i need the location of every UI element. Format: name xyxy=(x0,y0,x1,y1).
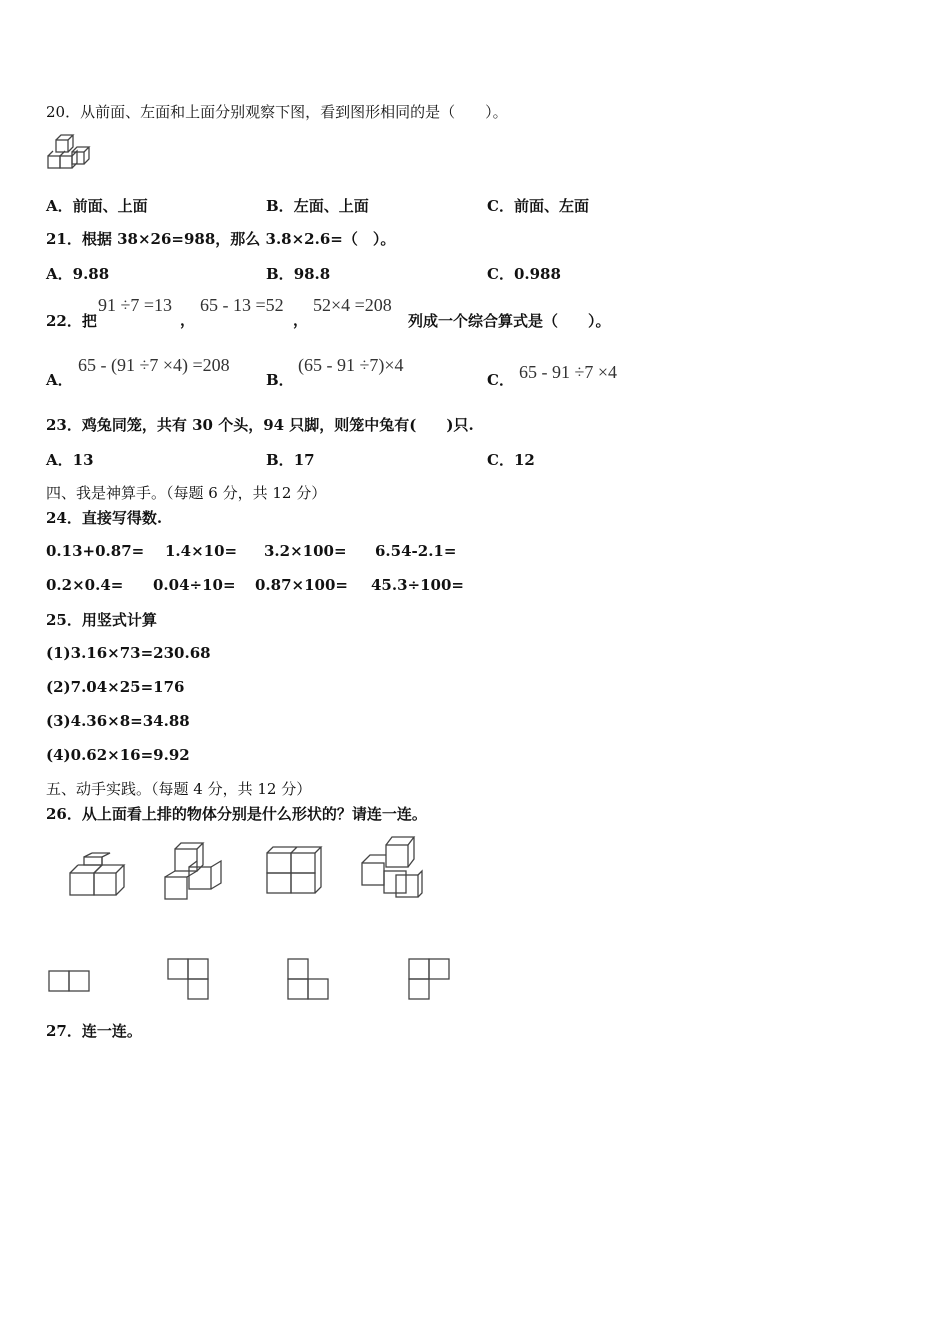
q24-item-1: 0.13+0.87= xyxy=(46,542,145,560)
cube-solid-3-icon xyxy=(265,845,321,897)
top-view-4-icon xyxy=(408,958,452,1002)
q22-option-a-letter[interactable]: A． xyxy=(46,371,73,389)
q23-option-c[interactable]: C．12 xyxy=(487,451,535,469)
q21-option-a[interactable]: A．9.88 xyxy=(46,265,110,283)
q22-option-c-letter[interactable]: C． xyxy=(487,371,514,389)
q22-suffix: 列成一个综合算式是（ ）。 xyxy=(408,312,611,330)
q25-item-3: (3)4.36×8=34.88 xyxy=(46,712,190,730)
section-5-title: 五、动手实践。（每题 4 分，共 12 分） xyxy=(46,780,312,798)
q22-equation-3: 52×4 =208 xyxy=(313,295,392,315)
top-view-1-icon xyxy=(48,970,90,994)
q27-stem: 27．连一连。 xyxy=(46,1022,142,1040)
q21-stem: 21．根据 38×26=988，那么 3.8×2.6=（ ）。 xyxy=(46,230,396,248)
q22-equation-1: 91 ÷7 =13 xyxy=(98,295,173,315)
cube-solid-1-icon xyxy=(68,855,124,899)
q22-option-c-expression[interactable]: 65 - 91 ÷7 ×4 xyxy=(519,362,618,382)
q22-prefix: 22．把 xyxy=(46,312,97,330)
q26-stem: 26．从上面看上排的物体分别是什么形状的？请连一连。 xyxy=(46,805,427,823)
q21-option-c[interactable]: C．0.988 xyxy=(487,265,561,283)
q22-option-b-letter[interactable]: B． xyxy=(266,371,294,389)
q25-item-1: (1)3.16×73=230.68 xyxy=(46,644,211,662)
cube-stack-figure-icon xyxy=(46,134,90,172)
q25-stem: 25．用竖式计算 xyxy=(46,611,157,629)
q22-separator-1: ， xyxy=(180,311,196,329)
q22-equation-2: 65 - 13 =52 xyxy=(200,295,284,315)
q22-option-a-expression[interactable]: 65 - (91 ÷7 ×4) =208 xyxy=(78,355,230,375)
q21-option-b[interactable]: B．98.8 xyxy=(266,265,331,283)
q24-item-8: 45.3÷100= xyxy=(371,576,464,594)
top-view-2-icon xyxy=(167,958,211,1002)
q24-item-6: 0.04÷10= xyxy=(153,576,236,594)
q25-item-4: (4)0.62×16=9.92 xyxy=(46,746,190,764)
q23-option-b[interactable]: B．17 xyxy=(266,451,315,469)
q22-option-b-expression[interactable]: (65 - 91 ÷7)×4 xyxy=(298,355,404,375)
cube-solid-4-icon xyxy=(360,835,424,899)
q25-item-2: (2)7.04×25=176 xyxy=(46,678,185,696)
top-view-3-icon xyxy=(287,958,331,1002)
q24-item-7: 0.87×100= xyxy=(255,576,348,594)
q22-separator-2: ， xyxy=(293,311,309,329)
q20-stem: 20．从前面、左面和上面分别观察下图，看到图形相同的是（ ）。 xyxy=(46,103,508,121)
q24-item-3: 3.2×100= xyxy=(264,542,347,560)
q20-option-c[interactable]: C．前面、左面 xyxy=(487,197,589,215)
q23-option-a[interactable]: A．13 xyxy=(46,451,94,469)
q24-item-4: 6.54-2.1= xyxy=(375,542,457,560)
q24-item-5: 0.2×0.4= xyxy=(46,576,124,594)
q20-option-a[interactable]: A．前面、上面 xyxy=(46,197,148,215)
q23-stem: 23．鸡兔同笼，共有 30 个头，94 只脚，则笼中兔有( )只. xyxy=(46,416,474,434)
q20-option-b[interactable]: B．左面、上面 xyxy=(266,197,369,215)
cube-solid-2-icon xyxy=(163,843,225,903)
q24-item-2: 1.4×10= xyxy=(165,542,238,560)
q24-stem: 24．直接写得数. xyxy=(46,509,163,527)
section-4-title: 四、我是神算手。（每题 6 分，共 12 分） xyxy=(46,484,327,502)
